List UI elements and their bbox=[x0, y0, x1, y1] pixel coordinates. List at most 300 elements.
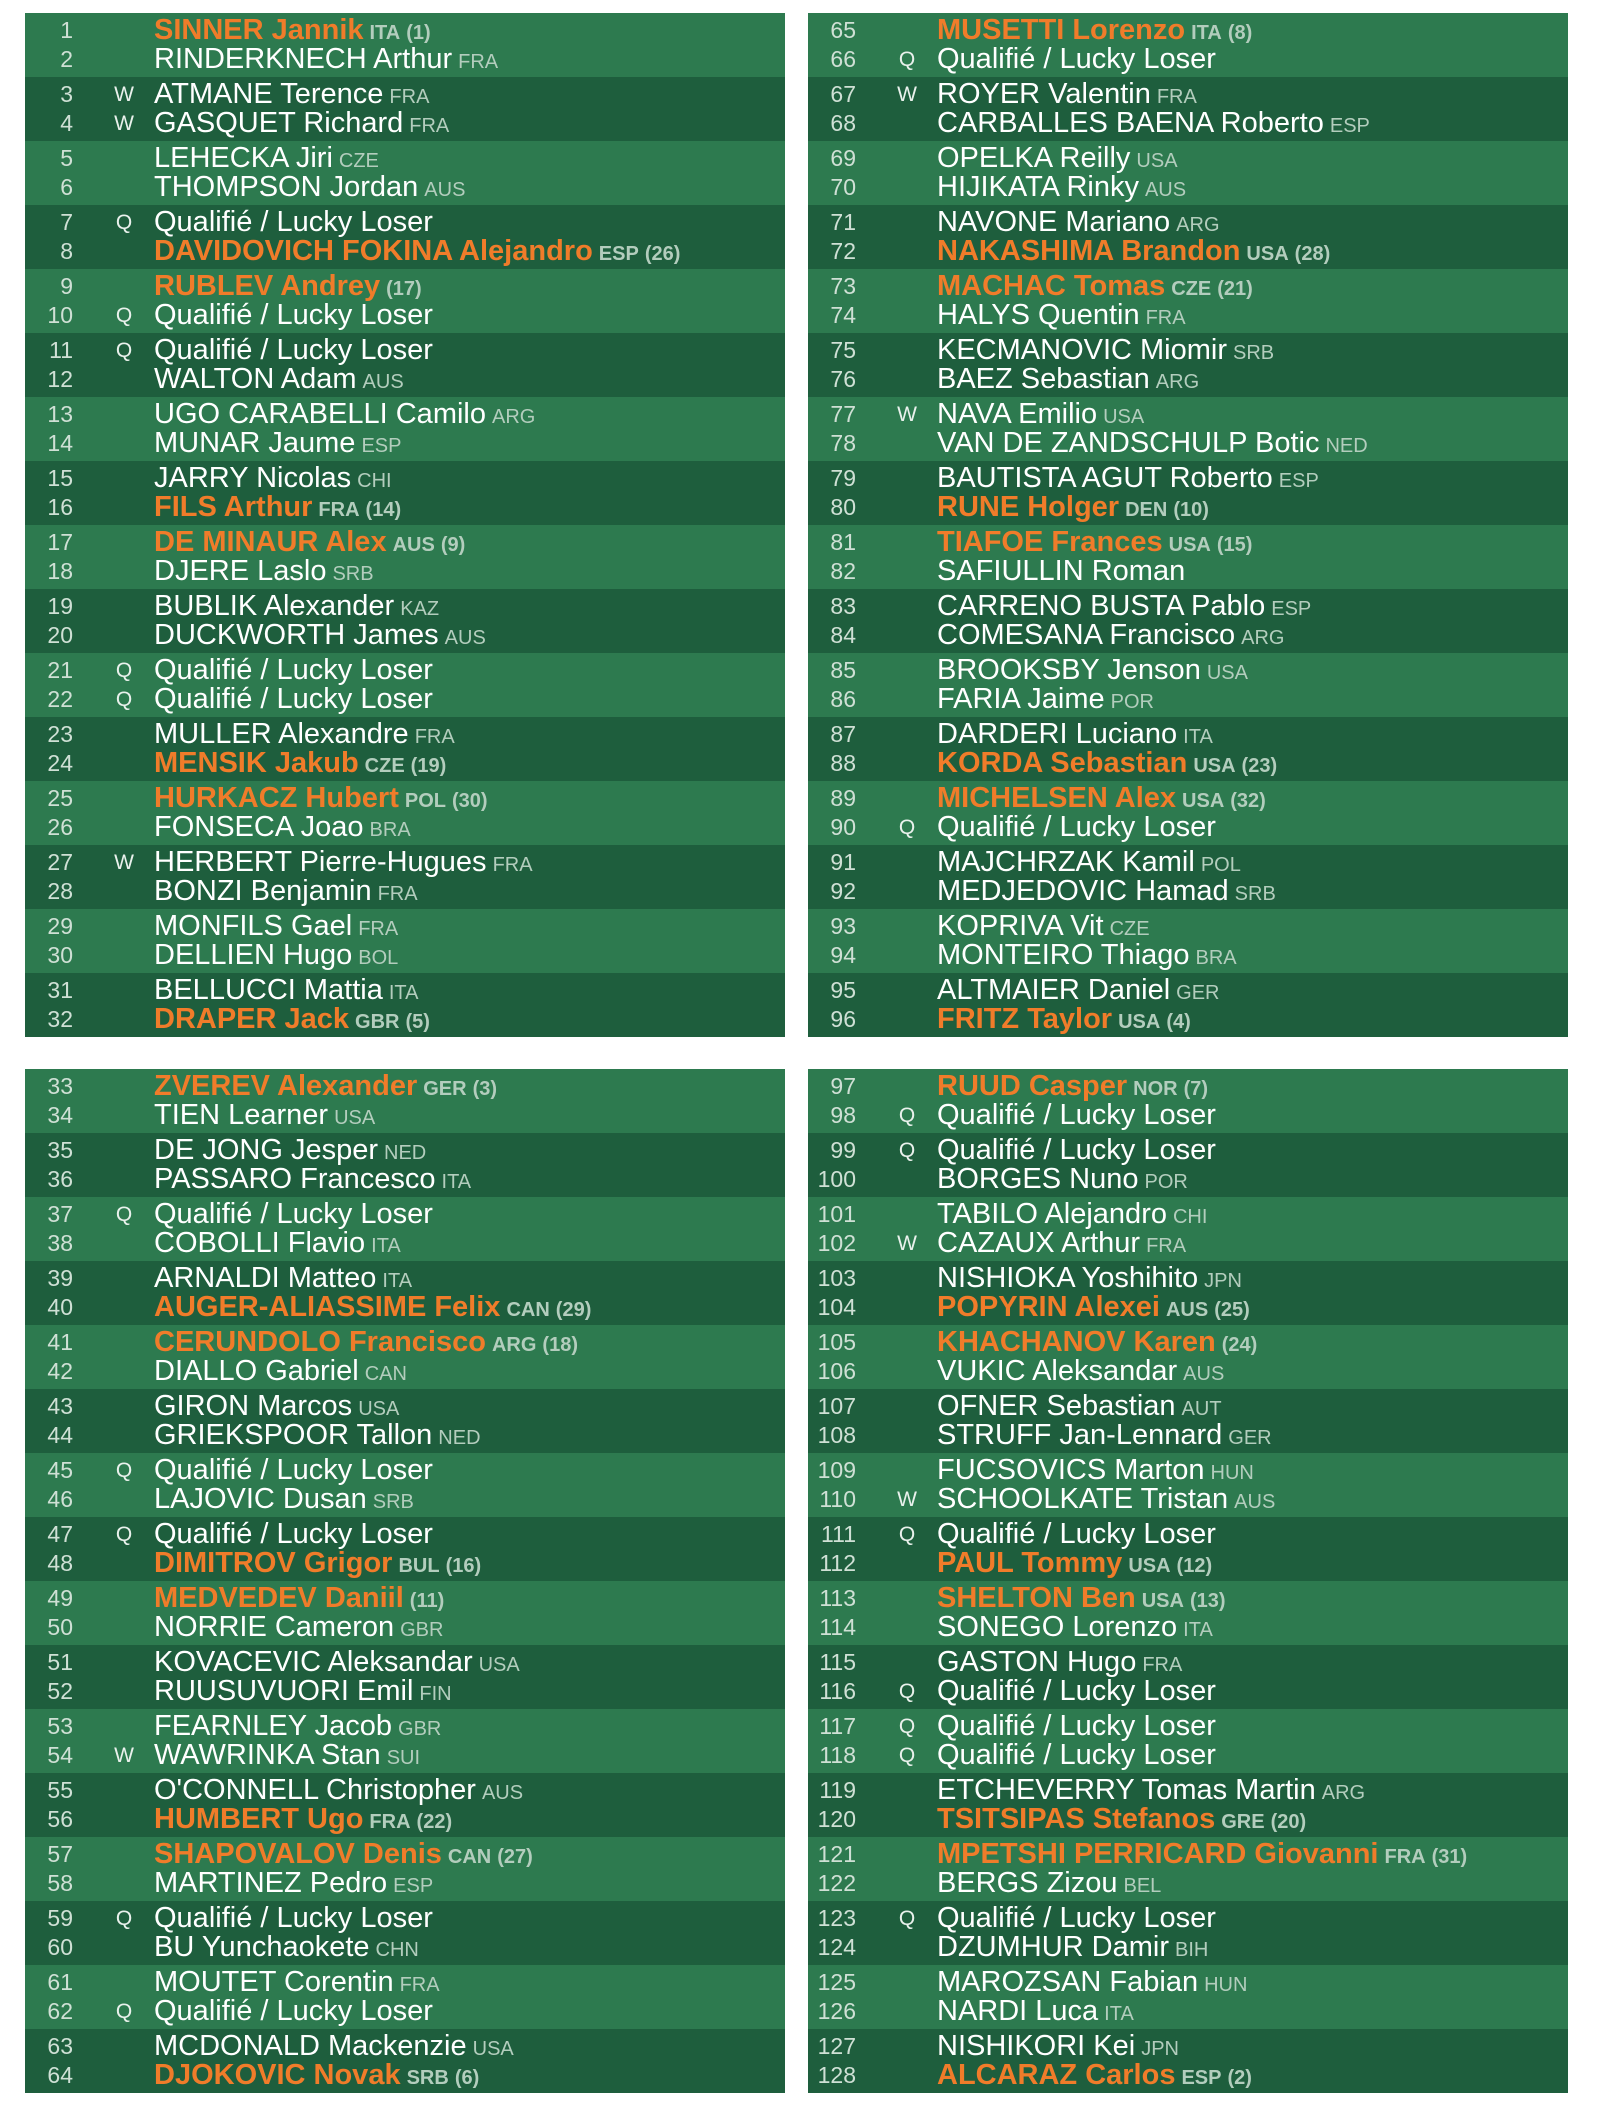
player-name[interactable] bbox=[937, 685, 1154, 717]
player-name[interactable] bbox=[154, 941, 398, 973]
draw-row[interactable] bbox=[25, 1776, 785, 1805]
player-name[interactable] bbox=[937, 941, 1237, 973]
draw-position: 107 bbox=[817, 1393, 856, 1419]
player-name[interactable] bbox=[154, 493, 401, 525]
player-name[interactable] bbox=[937, 109, 1370, 141]
draw-row[interactable] bbox=[808, 1520, 1568, 1549]
draw-row[interactable] bbox=[808, 592, 1568, 621]
draw-row[interactable] bbox=[808, 301, 1568, 330]
match-block bbox=[808, 909, 1568, 973]
player-nationality: FRA bbox=[358, 918, 399, 940]
player-name[interactable] bbox=[937, 1613, 1213, 1645]
player-nationality: NED bbox=[438, 1427, 481, 1449]
player-name-text: NORRIE Cameron bbox=[154, 1611, 395, 1643]
draw-row[interactable] bbox=[808, 208, 1568, 237]
draw-position: 6 bbox=[60, 174, 73, 200]
draw-row[interactable] bbox=[808, 144, 1568, 173]
draw-row[interactable] bbox=[808, 1776, 1568, 1805]
player-name[interactable] bbox=[154, 365, 404, 397]
draw-row[interactable] bbox=[808, 109, 1568, 138]
player-name[interactable] bbox=[154, 1549, 481, 1581]
draw-row[interactable] bbox=[25, 493, 785, 522]
player-name[interactable] bbox=[937, 2061, 1252, 2093]
player-name[interactable] bbox=[154, 2061, 479, 2093]
wildcard-badge: W bbox=[114, 1744, 134, 1767]
draw-row[interactable] bbox=[808, 749, 1568, 778]
match-block bbox=[25, 781, 785, 845]
player-name[interactable] bbox=[154, 1456, 433, 1485]
draw-row[interactable] bbox=[808, 1005, 1568, 1034]
draw-row[interactable] bbox=[25, 336, 785, 365]
player-name[interactable] bbox=[154, 1165, 471, 1197]
player-nationality: NED bbox=[1325, 435, 1368, 457]
draw-row[interactable] bbox=[808, 1229, 1568, 1258]
player-name[interactable] bbox=[154, 557, 374, 589]
draw-row[interactable] bbox=[808, 1584, 1568, 1613]
draw-row[interactable] bbox=[808, 1549, 1568, 1578]
draw-row[interactable] bbox=[25, 1712, 785, 1741]
player-nationality: CAN bbox=[364, 1363, 407, 1385]
draw-row[interactable] bbox=[25, 528, 785, 557]
player-name[interactable] bbox=[154, 1741, 420, 1773]
draw-row[interactable] bbox=[25, 848, 785, 877]
draw-row[interactable] bbox=[808, 813, 1568, 842]
draw-row[interactable] bbox=[808, 1741, 1568, 1770]
draw-row[interactable] bbox=[25, 1229, 785, 1258]
player-nationality: SUI bbox=[386, 1747, 421, 1769]
player-name[interactable] bbox=[154, 1933, 419, 1965]
player-name[interactable] bbox=[154, 173, 465, 205]
draw-row[interactable] bbox=[25, 1485, 785, 1514]
draw-row[interactable] bbox=[25, 1264, 785, 1293]
player-name-text: TABILO Alejandro bbox=[937, 1198, 1167, 1230]
draw-row[interactable] bbox=[25, 1741, 785, 1770]
draw-row[interactable] bbox=[25, 1613, 785, 1642]
draw-section-3 bbox=[25, 1069, 785, 2093]
player-name[interactable] bbox=[937, 237, 1330, 269]
player-name[interactable] bbox=[937, 1805, 1306, 1837]
player-name[interactable] bbox=[937, 1485, 1275, 1517]
player-name[interactable] bbox=[937, 1136, 1216, 1165]
player-nationality: FRA bbox=[1142, 1654, 1183, 1676]
draw-row[interactable] bbox=[25, 877, 785, 906]
draw-position: 43 bbox=[47, 1393, 73, 1419]
player-name[interactable] bbox=[154, 1293, 591, 1325]
player-nationality: HUN bbox=[1210, 1462, 1254, 1484]
draw-row[interactable] bbox=[25, 1869, 785, 1898]
draw-position: 21 bbox=[47, 657, 73, 683]
player-seed: (24) bbox=[1221, 1334, 1258, 1356]
player-name[interactable] bbox=[154, 1997, 433, 2026]
player-name-text: TIAFOE Frances bbox=[937, 526, 1163, 558]
player-name[interactable] bbox=[937, 1005, 1191, 1037]
qualifier-badge: Q bbox=[115, 339, 133, 362]
player-name[interactable] bbox=[154, 1485, 414, 1517]
player-name[interactable] bbox=[937, 813, 1216, 842]
match-block bbox=[808, 1517, 1568, 1581]
player-seed: (19) bbox=[410, 755, 447, 777]
player-nationality: GBR bbox=[400, 1619, 444, 1641]
match-block bbox=[25, 2029, 785, 2093]
draw-row[interactable] bbox=[25, 1805, 785, 1834]
player-name-text: COBOLLI Flavio bbox=[154, 1227, 366, 1259]
draw-position: 112 bbox=[819, 1550, 856, 1576]
draw-row[interactable] bbox=[25, 1968, 785, 1997]
draw-row[interactable] bbox=[808, 336, 1568, 365]
draw-row[interactable] bbox=[25, 1072, 785, 1101]
match-block bbox=[25, 269, 785, 333]
player-name[interactable] bbox=[154, 237, 680, 269]
player-nationality: ARG bbox=[492, 406, 536, 428]
player-name[interactable] bbox=[154, 1904, 433, 1933]
player-nationality: USA bbox=[478, 1654, 520, 1676]
draw-row[interactable] bbox=[25, 272, 785, 301]
draw-row[interactable] bbox=[25, 720, 785, 749]
draw-row[interactable] bbox=[25, 429, 785, 458]
player-name[interactable] bbox=[154, 877, 418, 909]
player-name[interactable] bbox=[937, 1520, 1216, 1549]
draw-row[interactable] bbox=[25, 237, 785, 266]
draw-row[interactable] bbox=[808, 16, 1568, 45]
player-name-text: ATMANE Terence bbox=[154, 78, 384, 110]
draw-position: 86 bbox=[830, 686, 856, 712]
draw-row[interactable] bbox=[25, 1584, 785, 1613]
draw-position: 49 bbox=[47, 1585, 73, 1611]
player-name[interactable] bbox=[154, 1200, 433, 1229]
draw-position: 56 bbox=[47, 1806, 73, 1832]
player-name[interactable] bbox=[937, 621, 1284, 653]
draw-row[interactable] bbox=[808, 1997, 1568, 2026]
player-name[interactable] bbox=[154, 1229, 401, 1261]
draw-row[interactable] bbox=[808, 941, 1568, 970]
player-name[interactable] bbox=[937, 1549, 1212, 1581]
player-name-text: PASSARO Francesco bbox=[154, 1163, 436, 1195]
player-name[interactable] bbox=[937, 1933, 1208, 1965]
player-name[interactable] bbox=[937, 493, 1209, 525]
draw-row[interactable] bbox=[25, 109, 785, 138]
player-name[interactable] bbox=[937, 1869, 1161, 1901]
draw-row[interactable] bbox=[25, 1421, 785, 1450]
player-name[interactable] bbox=[937, 429, 1368, 461]
draw-position: 126 bbox=[817, 1998, 856, 2024]
draw-row[interactable] bbox=[25, 1392, 785, 1421]
match-block bbox=[25, 1645, 785, 1709]
draw-row[interactable] bbox=[25, 1677, 785, 1706]
draw-row[interactable] bbox=[808, 557, 1568, 586]
player-name[interactable] bbox=[937, 1904, 1216, 1933]
draw-row[interactable] bbox=[25, 1005, 785, 1034]
player-name[interactable] bbox=[937, 877, 1276, 909]
draw-row[interactable] bbox=[808, 2061, 1568, 2090]
player-name-text: FEARNLEY Jacob bbox=[154, 1710, 393, 1742]
draw-row[interactable] bbox=[25, 813, 785, 842]
player-name[interactable] bbox=[937, 1677, 1216, 1706]
player-name[interactable] bbox=[937, 1712, 1216, 1741]
draw-row[interactable] bbox=[25, 1456, 785, 1485]
draw-row[interactable] bbox=[808, 1293, 1568, 1322]
player-name[interactable] bbox=[154, 1677, 452, 1709]
player-name-text: PAUL Tommy bbox=[937, 1547, 1123, 1579]
player-name[interactable] bbox=[937, 1229, 1186, 1261]
draw-row[interactable] bbox=[808, 272, 1568, 301]
draw-row[interactable] bbox=[25, 1933, 785, 1962]
player-name[interactable] bbox=[154, 1869, 433, 1901]
match-block bbox=[25, 1453, 785, 1517]
player-nationality: USA bbox=[1141, 1590, 1184, 1612]
draw-row[interactable] bbox=[808, 1072, 1568, 1101]
draw-row[interactable] bbox=[808, 2032, 1568, 2061]
player-nationality: CHI bbox=[357, 470, 392, 492]
player-name[interactable] bbox=[154, 656, 433, 685]
draw-position: 92 bbox=[830, 878, 856, 904]
player-name-text: FARIA Jaime bbox=[937, 683, 1105, 715]
draw-position: 34 bbox=[47, 1102, 73, 1128]
player-nationality: GER bbox=[1176, 982, 1220, 1004]
player-name-text: RUUD Casper bbox=[937, 1070, 1128, 1102]
player-nationality: FRA bbox=[458, 51, 499, 73]
qualifier-badge: Q bbox=[115, 211, 133, 234]
draw-row[interactable] bbox=[808, 1357, 1568, 1386]
match-block bbox=[25, 717, 785, 781]
draw-row[interactable] bbox=[808, 464, 1568, 493]
draw-position: 122 bbox=[817, 1870, 856, 1896]
draw-row[interactable] bbox=[808, 1869, 1568, 1898]
player-nationality: BRA bbox=[369, 819, 411, 841]
player-name[interactable] bbox=[937, 1165, 1188, 1197]
draw-row[interactable] bbox=[25, 685, 785, 714]
player-name-text: MEDVEDEV Daniil bbox=[154, 1582, 404, 1614]
match-block bbox=[25, 1133, 785, 1197]
draw-row[interactable] bbox=[25, 1293, 785, 1322]
draw-position: 65 bbox=[830, 17, 856, 43]
draw-row[interactable] bbox=[808, 877, 1568, 906]
draw-position: 127 bbox=[817, 2033, 856, 2059]
draw-row[interactable] bbox=[25, 1165, 785, 1194]
draw-row[interactable] bbox=[25, 365, 785, 394]
player-nationality: NED bbox=[384, 1142, 427, 1164]
player-name[interactable] bbox=[154, 301, 433, 330]
draw-row[interactable] bbox=[25, 941, 785, 970]
draw-row[interactable] bbox=[808, 1456, 1568, 1485]
draw-row[interactable] bbox=[808, 365, 1568, 394]
draw-position: 9 bbox=[60, 273, 73, 299]
player-name[interactable] bbox=[154, 208, 433, 237]
draw-row[interactable] bbox=[808, 912, 1568, 941]
draw-row[interactable] bbox=[25, 912, 785, 941]
player-name[interactable] bbox=[154, 749, 446, 781]
draw-row[interactable] bbox=[808, 976, 1568, 1005]
draw-row[interactable] bbox=[25, 1200, 785, 1229]
player-seed: (13) bbox=[1189, 1590, 1226, 1612]
wildcard-badge: W bbox=[114, 112, 134, 135]
draw-row[interactable] bbox=[25, 1549, 785, 1578]
draw-row[interactable] bbox=[25, 2032, 785, 2061]
draw-row[interactable] bbox=[808, 493, 1568, 522]
draw-row[interactable] bbox=[25, 1328, 785, 1357]
draw-position: 61 bbox=[47, 1969, 73, 1995]
draw-row[interactable] bbox=[808, 1968, 1568, 1997]
draw-position: 17 bbox=[47, 529, 73, 555]
player-name[interactable] bbox=[937, 1101, 1216, 1130]
player-nationality: CZE bbox=[338, 150, 379, 172]
player-seed: (1) bbox=[406, 22, 431, 44]
draw-row[interactable] bbox=[808, 1840, 1568, 1869]
player-name-text: DE JONG Jesper bbox=[154, 1134, 378, 1166]
player-name[interactable] bbox=[154, 429, 401, 461]
draw-row[interactable] bbox=[808, 784, 1568, 813]
draw-row[interactable] bbox=[808, 1712, 1568, 1741]
player-name[interactable] bbox=[937, 1293, 1250, 1325]
draw-row[interactable] bbox=[25, 621, 785, 650]
player-name[interactable] bbox=[154, 45, 498, 77]
draw-row[interactable] bbox=[808, 1933, 1568, 1962]
draw-row[interactable] bbox=[25, 1904, 785, 1933]
player-seed: (15) bbox=[1216, 534, 1253, 556]
draw-row[interactable] bbox=[25, 749, 785, 778]
player-name-text: WALTON Adam bbox=[154, 363, 357, 395]
draw-row[interactable] bbox=[808, 1392, 1568, 1421]
match-block bbox=[25, 1261, 785, 1325]
player-name-text: MOUTET Corentin bbox=[154, 1966, 394, 1998]
qualifier-badge: Q bbox=[898, 1680, 916, 1703]
draw-row[interactable] bbox=[25, 784, 785, 813]
draw-row[interactable] bbox=[25, 1997, 785, 2026]
draw-position: 114 bbox=[819, 1614, 856, 1640]
draw-row[interactable] bbox=[808, 656, 1568, 685]
draw-row[interactable] bbox=[25, 976, 785, 1005]
draw-position: 128 bbox=[817, 2062, 856, 2088]
draw-row[interactable] bbox=[808, 1613, 1568, 1642]
draw-position: 11 bbox=[49, 337, 73, 363]
player-nationality: AUS bbox=[362, 371, 404, 393]
draw-row[interactable] bbox=[808, 237, 1568, 266]
draw-row[interactable] bbox=[25, 464, 785, 493]
draw-row[interactable] bbox=[25, 1357, 785, 1386]
player-name[interactable] bbox=[154, 1101, 375, 1133]
draw-row[interactable] bbox=[25, 656, 785, 685]
player-name[interactable] bbox=[937, 1421, 1272, 1453]
player-name[interactable] bbox=[154, 109, 449, 141]
draw-row[interactable] bbox=[808, 720, 1568, 749]
draw-row[interactable] bbox=[808, 848, 1568, 877]
draw-row[interactable] bbox=[808, 1677, 1568, 1706]
player-name[interactable] bbox=[937, 749, 1277, 781]
player-name[interactable] bbox=[937, 365, 1199, 397]
player-name-text: Qualifié / Lucky Loser bbox=[154, 206, 433, 238]
player-nationality: SRB bbox=[1233, 342, 1275, 364]
draw-position: 53 bbox=[47, 1713, 73, 1739]
player-name-text: Qualifié / Lucky Loser bbox=[937, 811, 1216, 843]
draw-row[interactable] bbox=[808, 80, 1568, 109]
player-name-text: CAZAUX Arthur bbox=[937, 1227, 1141, 1259]
player-nationality: JPN bbox=[1204, 1270, 1242, 1292]
draw-row[interactable] bbox=[25, 301, 785, 330]
player-nationality: BOL bbox=[358, 947, 399, 969]
draw-row[interactable] bbox=[25, 1136, 785, 1165]
player-name-text: DJERE Laslo bbox=[154, 555, 327, 587]
draw-row[interactable] bbox=[808, 429, 1568, 458]
player-name[interactable] bbox=[937, 173, 1186, 205]
player-name-text: KOVACEVIC Aleksandar bbox=[154, 1646, 473, 1678]
draw-row[interactable] bbox=[25, 1101, 785, 1130]
draw-row[interactable] bbox=[808, 1165, 1568, 1194]
draw-position: 23 bbox=[47, 721, 73, 747]
match-block bbox=[25, 525, 785, 589]
player-name[interactable] bbox=[154, 1520, 433, 1549]
player-name[interactable] bbox=[154, 1005, 430, 1037]
draw-row[interactable] bbox=[808, 528, 1568, 557]
player-name[interactable] bbox=[937, 1357, 1224, 1389]
match-block bbox=[25, 845, 785, 909]
draw-row[interactable] bbox=[25, 45, 785, 74]
draw-row[interactable] bbox=[25, 1648, 785, 1677]
player-name[interactable] bbox=[937, 557, 1185, 586]
draw-row[interactable] bbox=[25, 144, 785, 173]
draw-row[interactable] bbox=[25, 208, 785, 237]
draw-row[interactable] bbox=[25, 400, 785, 429]
player-name[interactable] bbox=[154, 336, 433, 365]
player-name[interactable] bbox=[937, 45, 1216, 74]
draw-row[interactable] bbox=[25, 1520, 785, 1549]
player-name[interactable] bbox=[154, 1805, 452, 1837]
player-nationality: CHI bbox=[1172, 1206, 1208, 1228]
draw-row[interactable] bbox=[808, 1805, 1568, 1834]
player-nationality: FRA bbox=[1145, 307, 1186, 329]
draw-row[interactable] bbox=[25, 592, 785, 621]
player-nationality: GRE bbox=[1221, 1811, 1265, 1833]
player-name-text: MACHAC Tomas bbox=[937, 270, 1166, 302]
qualifier-badge: Q bbox=[898, 48, 916, 71]
draw-row[interactable] bbox=[808, 621, 1568, 650]
draw-row[interactable] bbox=[808, 1136, 1568, 1165]
player-name[interactable] bbox=[154, 685, 433, 714]
player-name[interactable] bbox=[154, 1357, 407, 1389]
player-name[interactable] bbox=[154, 1613, 443, 1645]
draw-row[interactable] bbox=[808, 1264, 1568, 1293]
player-name[interactable] bbox=[937, 1741, 1216, 1770]
wildcard-badge: W bbox=[114, 83, 134, 106]
draw-row[interactable] bbox=[25, 16, 785, 45]
draw-row[interactable] bbox=[25, 1840, 785, 1869]
draw-row[interactable] bbox=[25, 80, 785, 109]
player-name[interactable] bbox=[937, 301, 1186, 333]
draw-row[interactable] bbox=[808, 173, 1568, 202]
draw-row[interactable] bbox=[25, 557, 785, 586]
draw-row[interactable] bbox=[808, 1101, 1568, 1130]
draw-row[interactable] bbox=[808, 1648, 1568, 1677]
player-name[interactable] bbox=[154, 621, 486, 653]
draw-row[interactable] bbox=[808, 1904, 1568, 1933]
player-seed: (31) bbox=[1431, 1846, 1468, 1868]
player-name[interactable] bbox=[154, 813, 411, 845]
draw-position: 105 bbox=[817, 1329, 856, 1355]
draw-row[interactable] bbox=[808, 1200, 1568, 1229]
player-name-text: MAROZSAN Fabian bbox=[937, 1966, 1199, 1998]
draw-row[interactable] bbox=[808, 1485, 1568, 1514]
match-block bbox=[808, 1581, 1568, 1645]
draw-row[interactable] bbox=[25, 173, 785, 202]
player-name[interactable] bbox=[154, 1421, 481, 1453]
draw-row[interactable] bbox=[25, 2061, 785, 2090]
player-name[interactable] bbox=[937, 1997, 1134, 2029]
player-nationality: AUS bbox=[1165, 1299, 1209, 1321]
draw-row[interactable] bbox=[808, 685, 1568, 714]
draw-row[interactable] bbox=[808, 1328, 1568, 1357]
draw-row[interactable] bbox=[808, 45, 1568, 74]
qualifier-badge: Q bbox=[898, 1523, 916, 1546]
draw-row[interactable] bbox=[808, 1421, 1568, 1450]
draw-row[interactable] bbox=[808, 400, 1568, 429]
